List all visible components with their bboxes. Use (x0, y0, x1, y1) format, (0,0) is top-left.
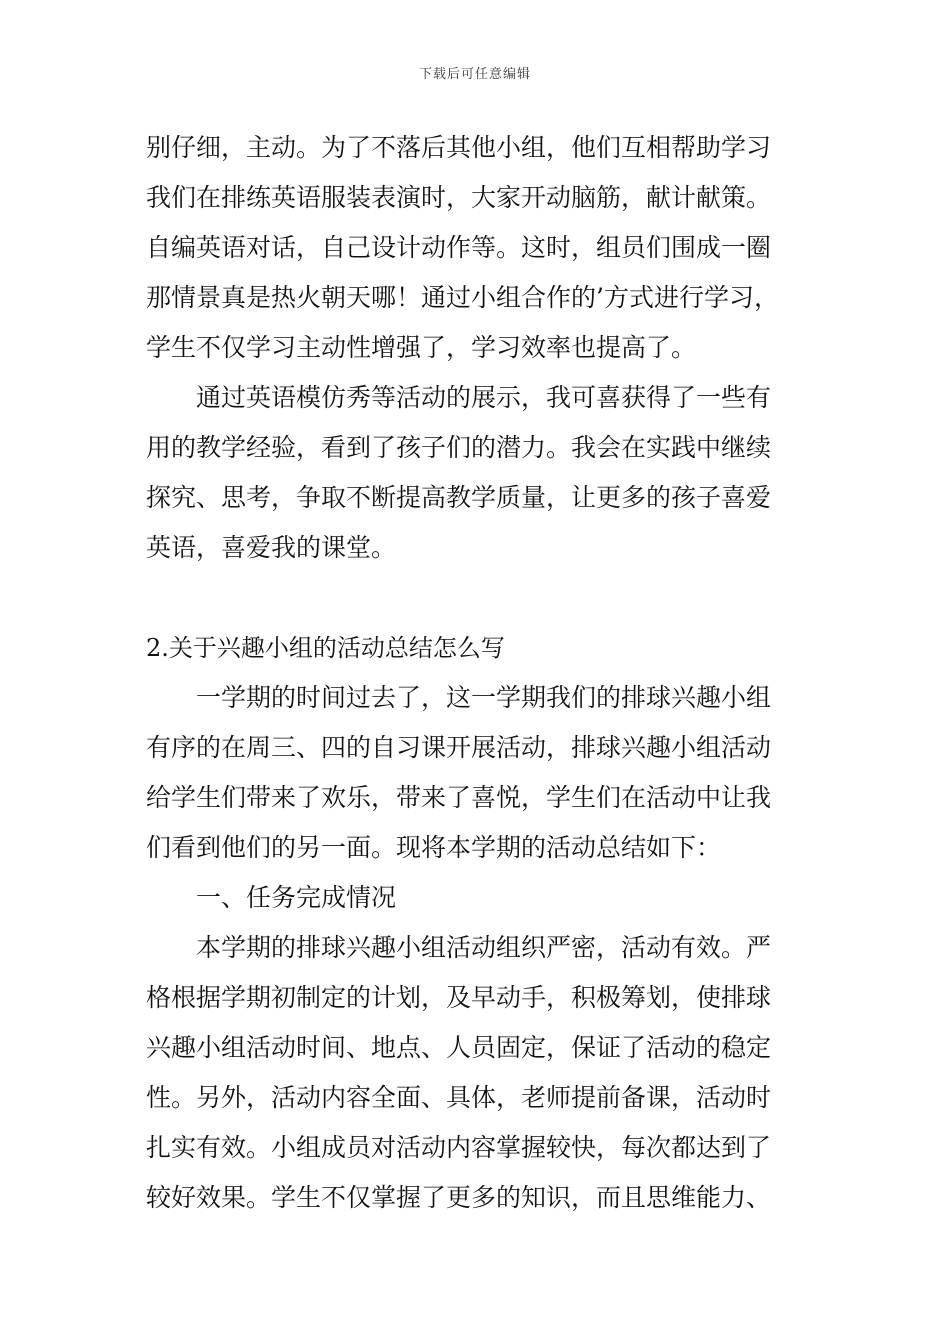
text-line: 自编英语对话，自己设计动作等。这时，组员们围成一圈 (146, 233, 772, 262)
text-line: 用的教学经验，看到了孩子们的潜力。我会在实践中继续 (146, 433, 772, 462)
text-line: 们看到他们的另一面。现将本学期的活动总结如下： (146, 833, 722, 862)
text-line: 英语，喜爱我的课堂。 (146, 533, 397, 562)
text-line: 一学期的时间过去了，这一学期我们的排球兴趣小组 (196, 683, 772, 712)
text-line: 性。另外，活动内容全面、具体，老师提前备课，活动时 (146, 1083, 772, 1112)
text-line: 我们在排练英语服装表演时，大家开动脑筋，献计献策。 (146, 183, 772, 212)
text-line: 扎实有效。小组成员对活动内容掌握较快，每次都达到了 (146, 1133, 772, 1162)
text-line: 较好效果。学生不仅掌握了更多的知识，而且思维能力、 (146, 1183, 772, 1212)
page-header: 下载后可任意编辑 (418, 67, 531, 82)
section-gap (146, 573, 826, 623)
text-line: 探究、思考，争取不断提高教学质量，让更多的孩子喜爱 (146, 483, 772, 512)
text-line: 学生不仅学习主动性增强了，学习效率也提高了。 (146, 333, 697, 362)
text-line: 通过英语模仿秀等活动的展示，我可喜获得了一些有 (196, 383, 772, 412)
document-body (146, 123, 826, 1223)
text-line: 给学生们带来了欢乐，带来了喜悦，学生们在活动中让我 (146, 783, 772, 812)
text-line: 有序的在周三、四的自习课开展活动，排球兴趣小组活动 (146, 733, 772, 762)
subsection-heading: 一、任务完成情况 (196, 883, 397, 912)
text-line: 那情景真是热火朝天哪！通过小组合作的’方式进行学习， (146, 283, 779, 312)
text-line: 本学期的排球兴趣小组活动组织严密，活动有效。严 (196, 933, 772, 962)
text-line: 别仔细，主动。为了不落后其他小组，他们互相帮助学习 (146, 133, 772, 162)
text-line: 格根据学期初制定的计划，及早动手，积极筹划，使排球 (146, 983, 772, 1012)
section-heading: 2.关于兴趣小组的活动总结怎么写 (146, 634, 505, 662)
text-line: 兴趣小组活动时间、地点、人员固定，保证了活动的稳定 (146, 1033, 772, 1062)
